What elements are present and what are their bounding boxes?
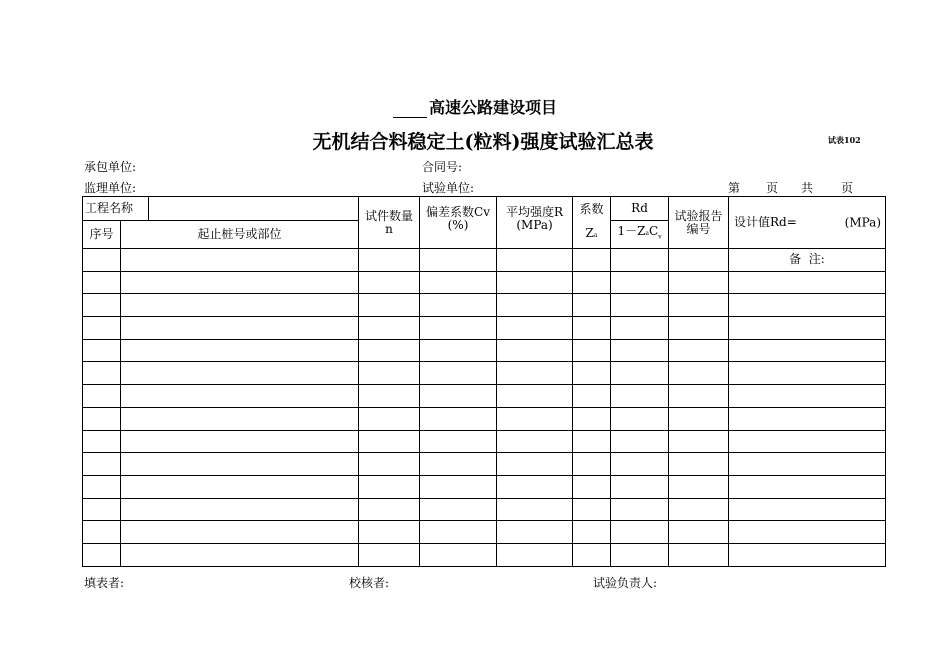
avg-strength-cell[interactable] (497, 521, 573, 544)
station-cell[interactable] (121, 407, 359, 430)
cv-cell[interactable] (420, 498, 497, 521)
cv-cell[interactable] (420, 249, 497, 272)
station-cell[interactable] (121, 543, 359, 566)
remarks-cell[interactable] (729, 407, 886, 430)
project-name-input[interactable] (149, 197, 359, 221)
station-cell[interactable] (121, 294, 359, 317)
rd-cell[interactable] (611, 430, 669, 453)
avg-strength-cell[interactable] (497, 294, 573, 317)
seq-cell[interactable] (83, 339, 121, 362)
sample-count-cell[interactable] (359, 362, 420, 385)
form-title: 无机结合料稳定土(粒料)强度试验汇总表 (312, 131, 654, 153)
table-row (83, 339, 886, 362)
report-no-cell[interactable] (669, 294, 729, 317)
seq-cell[interactable] (83, 430, 121, 453)
station-header: 起止桩号或部位 (121, 221, 359, 249)
checker-label: 校核者: (349, 576, 390, 590)
coef-cell[interactable] (573, 453, 611, 476)
remarks-cell[interactable] (729, 453, 886, 476)
sample-count-cell[interactable] (359, 475, 420, 498)
table-row (83, 498, 886, 521)
design-value-header: 设计值Rd= (MPa) (729, 197, 886, 249)
report-no-cell[interactable] (669, 407, 729, 430)
avg-strength-cell[interactable] (497, 317, 573, 340)
rd-cell[interactable] (611, 407, 669, 430)
strength-summary-table (82, 196, 886, 567)
rd-cell[interactable] (611, 498, 669, 521)
seq-cell[interactable] (83, 317, 121, 340)
station-cell[interactable] (121, 271, 359, 294)
cv-cell[interactable] (420, 362, 497, 385)
remarks-cell[interactable] (729, 430, 886, 453)
remarks-cell[interactable] (729, 498, 886, 521)
rd-cell[interactable] (611, 317, 669, 340)
sample-count-cell[interactable] (359, 453, 420, 476)
report-no-cell[interactable] (669, 249, 729, 272)
table-row (83, 453, 886, 476)
coef-cell[interactable] (573, 407, 611, 430)
sample-count-cell[interactable] (359, 385, 420, 408)
avg-strength-cell[interactable] (497, 385, 573, 408)
seq-cell[interactable] (83, 498, 121, 521)
coef-cell[interactable] (573, 385, 611, 408)
avg-strength-header: 平均强度R (MPa) (497, 197, 573, 249)
rd-cell[interactable] (611, 453, 669, 476)
report-no-cell[interactable] (669, 475, 729, 498)
table-row (83, 543, 886, 566)
remarks-cell[interactable] (729, 543, 886, 566)
remarks-cell[interactable] (729, 362, 886, 385)
cv-cell[interactable] (420, 543, 497, 566)
report-no-cell[interactable] (669, 317, 729, 340)
rd-cell[interactable] (611, 362, 669, 385)
sample-count-cell[interactable] (359, 339, 420, 362)
station-cell[interactable] (121, 453, 359, 476)
project-title (0, 95, 950, 118)
project-title-text: 高速公路建设项目 (428, 98, 557, 117)
sample-count-cell[interactable] (359, 430, 420, 453)
sample-count-cell[interactable] (359, 271, 420, 294)
cv-header: 偏差系数Cv (%) (420, 197, 497, 249)
test-unit-label: 试验单位: (422, 181, 475, 195)
rd-header: Rd (611, 197, 669, 221)
project-name-blank[interactable] (393, 101, 427, 118)
sample-count-cell[interactable] (359, 294, 420, 317)
contractor-label: 承包单位: (84, 160, 137, 174)
table-row (83, 294, 886, 317)
sample-count-cell[interactable] (359, 407, 420, 430)
report-no-cell[interactable] (669, 271, 729, 294)
seq-cell[interactable] (83, 407, 121, 430)
rd-formula: 1－ZaC$_v$ (611, 221, 669, 249)
station-cell[interactable] (121, 430, 359, 453)
avg-strength-cell[interactable] (497, 249, 573, 272)
page-gong: 共 (801, 181, 814, 195)
coef-cell[interactable] (573, 543, 611, 566)
page-ye-2: 页 (841, 181, 854, 195)
seq-header: 序号 (83, 221, 121, 249)
seq-cell[interactable] (83, 271, 121, 294)
table-row (83, 385, 886, 408)
table-row (83, 475, 886, 498)
design-unit: (MPa) (844, 215, 882, 229)
table-row (83, 317, 886, 340)
cv-cell[interactable] (420, 475, 497, 498)
sample-count-cell[interactable] (359, 543, 420, 566)
report-no-cell[interactable] (669, 430, 729, 453)
filler-label: 填表者: (84, 576, 125, 590)
cv-cell[interactable] (420, 271, 497, 294)
coef-cell[interactable] (573, 249, 611, 272)
report-no-cell[interactable] (669, 543, 729, 566)
coef-cell[interactable] (573, 294, 611, 317)
table-row (83, 407, 886, 430)
rd-cell[interactable] (611, 249, 669, 272)
avg-strength-cell[interactable] (497, 475, 573, 498)
coef-cell[interactable] (573, 475, 611, 498)
station-cell[interactable] (121, 498, 359, 521)
sample-count-cell[interactable] (359, 317, 420, 340)
remarks-cell[interactable] (729, 521, 886, 544)
seq-cell[interactable] (83, 521, 121, 544)
sample-count-cell[interactable] (359, 521, 420, 544)
report-no-cell[interactable] (669, 521, 729, 544)
seq-cell[interactable] (83, 475, 121, 498)
coef-cell[interactable] (573, 362, 611, 385)
sample-count-cell[interactable] (359, 249, 420, 272)
seq-cell[interactable] (83, 362, 121, 385)
station-cell[interactable] (121, 362, 359, 385)
remarks-cell[interactable] (729, 294, 886, 317)
rd-cell[interactable] (611, 385, 669, 408)
station-cell[interactable] (121, 385, 359, 408)
table-row (83, 362, 886, 385)
cv-cell[interactable] (420, 407, 497, 430)
avg-strength-cell[interactable] (497, 498, 573, 521)
table-row (83, 521, 886, 544)
rd-cell[interactable] (611, 294, 669, 317)
avg-strength-cell[interactable] (497, 543, 573, 566)
cv-cell[interactable] (420, 453, 497, 476)
coef-cell[interactable] (573, 339, 611, 362)
coef-cell[interactable] (573, 317, 611, 340)
cv-cell[interactable] (420, 521, 497, 544)
remarks-cell[interactable] (729, 317, 886, 340)
cv-cell[interactable] (420, 430, 497, 453)
seq-cell[interactable] (83, 294, 121, 317)
remarks-cell[interactable] (729, 339, 886, 362)
project-name-label: 工程名称 (83, 197, 149, 221)
report-no-cell[interactable] (669, 385, 729, 408)
coef-header: 系数 Za (573, 197, 611, 249)
supervisor-label: 监理单位: (84, 181, 137, 195)
cv-cell[interactable] (420, 385, 497, 408)
rd-cell[interactable] (611, 543, 669, 566)
remarks-label: 备 注: (729, 249, 886, 272)
table-row (83, 430, 886, 453)
table-row (83, 271, 886, 294)
coef-cell[interactable] (573, 521, 611, 544)
station-cell[interactable] (121, 317, 359, 340)
table-row (83, 249, 886, 272)
rd-cell[interactable] (611, 339, 669, 362)
report-no-cell[interactable] (669, 362, 729, 385)
avg-strength-cell[interactable] (497, 271, 573, 294)
sample-count-header: 试件数量 n (359, 197, 420, 249)
sample-count-cell[interactable] (359, 498, 420, 521)
remarks-cell[interactable] (729, 385, 886, 408)
cv-cell[interactable] (420, 294, 497, 317)
avg-strength-cell[interactable] (497, 362, 573, 385)
report-no-header: 试验报告 编号 (669, 197, 729, 249)
contract-no-label: 合同号: (422, 160, 463, 174)
station-cell[interactable] (121, 339, 359, 362)
form-code: 试表102 (828, 135, 861, 145)
avg-strength-cell[interactable] (497, 453, 573, 476)
responsible-label: 试验负责人: (593, 576, 658, 590)
seq-cell[interactable] (83, 385, 121, 408)
remarks-cell[interactable] (729, 271, 886, 294)
report-no-cell[interactable] (669, 498, 729, 521)
seq-cell[interactable] (83, 249, 121, 272)
rd-cell[interactable] (611, 271, 669, 294)
report-no-cell[interactable] (669, 339, 729, 362)
avg-strength-cell[interactable] (497, 407, 573, 430)
rd-cell[interactable] (611, 521, 669, 544)
cv-cell[interactable] (420, 317, 497, 340)
station-cell[interactable] (121, 521, 359, 544)
avg-strength-cell[interactable] (497, 430, 573, 453)
page-ye-1: 页 (766, 181, 779, 195)
coef-cell[interactable] (573, 271, 611, 294)
seq-cell[interactable] (83, 453, 121, 476)
coef-cell[interactable] (573, 430, 611, 453)
avg-strength-cell[interactable] (497, 339, 573, 362)
station-cell[interactable] (121, 475, 359, 498)
seq-cell[interactable] (83, 543, 121, 566)
rd-cell[interactable] (611, 475, 669, 498)
page-di: 第 (728, 181, 741, 195)
report-no-cell[interactable] (669, 453, 729, 476)
cv-cell[interactable] (420, 339, 497, 362)
station-cell[interactable] (121, 249, 359, 272)
remarks-cell[interactable] (729, 475, 886, 498)
coef-cell[interactable] (573, 498, 611, 521)
